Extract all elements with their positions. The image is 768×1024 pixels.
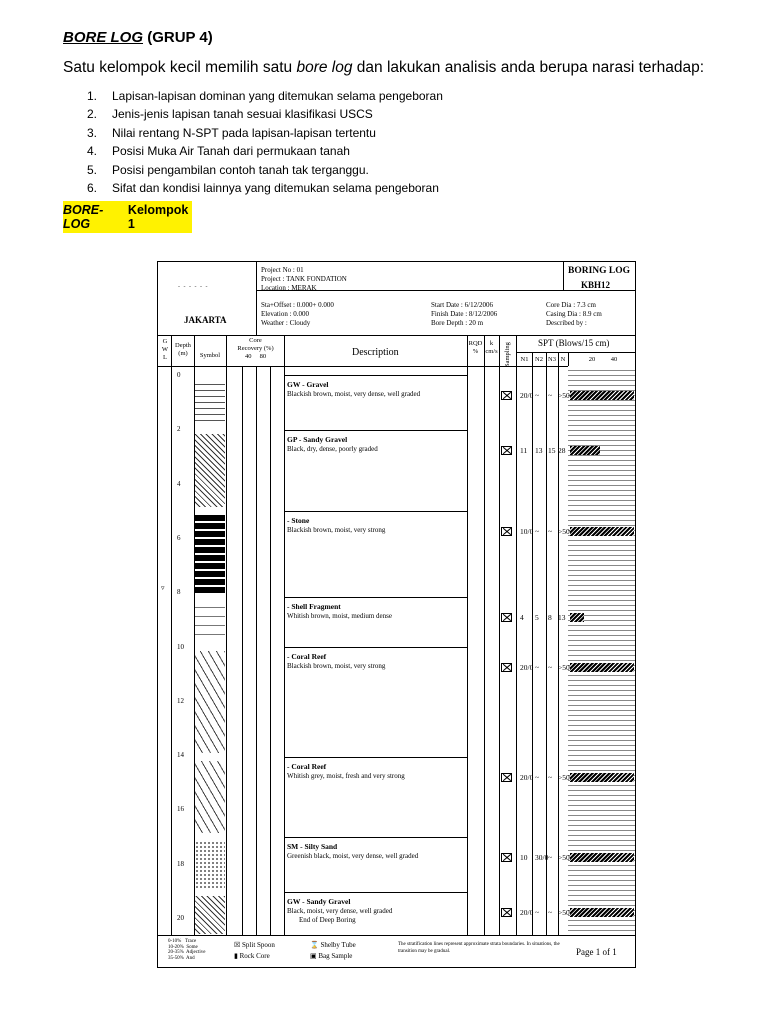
divider: [558, 352, 559, 967]
col-n3: N3: [548, 356, 556, 363]
soil-symbol: [195, 896, 225, 934]
list-number: 2.: [87, 107, 98, 122]
borehole-id: KBH12: [581, 280, 611, 290]
list-number: 5.: [87, 162, 98, 177]
split-spoon-sample-icon: [501, 908, 512, 917]
spt-n3-value: ~: [548, 527, 553, 536]
col-description: Description: [352, 347, 399, 358]
footer-proportion-legend: 0-10% Trace 10-20% Some 20-35% Adjective 35-50% And: [168, 939, 206, 961]
col-depth: Depth (m): [175, 342, 191, 357]
layer-description: Whitish brown, moist, medium dense: [287, 612, 392, 620]
col-symbol: Symbol: [199, 352, 221, 359]
spt-n2-value: ~: [535, 527, 540, 536]
split-spoon-sample-icon: [501, 527, 512, 536]
layer-title: GW - Gravel: [287, 380, 329, 389]
split-spoon-label: Split Spoon: [242, 941, 275, 949]
company-city: JAKARTA: [184, 315, 227, 325]
spt-n1-value: 11: [520, 446, 528, 455]
shelby-tube-icon: ⌛: [310, 941, 319, 949]
depth-tick-label: 18: [177, 859, 184, 868]
log-footer: [158, 935, 635, 967]
col-gwl: G W L: [161, 338, 169, 361]
divider: [467, 335, 468, 967]
spt-n3-value: 8: [548, 613, 552, 622]
split-spoon-sample-icon: [501, 446, 512, 455]
spt-n-value: >50: [558, 663, 570, 672]
list-item: [87, 181, 443, 199]
divider: [516, 352, 635, 353]
tag-italic: BORE-LOG: [63, 203, 104, 231]
spt-n3-value: ~: [548, 908, 553, 917]
divider: [256, 366, 257, 967]
spt-bar: [570, 527, 634, 536]
layer-block: [285, 597, 467, 648]
layer-block: [285, 430, 467, 512]
weather: Weather : Cloudy: [261, 319, 311, 327]
split-spoon-sample-icon: [501, 663, 512, 672]
divider: [546, 352, 547, 967]
boring-log-title: BORING LOG: [568, 266, 631, 276]
col-core-recovery: Core Recovery (%) 40 80: [237, 337, 274, 360]
divider: [516, 335, 517, 967]
divider: [270, 366, 271, 967]
depth-tick-label: 10: [177, 642, 184, 651]
layer-block: [285, 511, 467, 598]
groundwater-marker-icon: ▿: [161, 584, 165, 592]
layer-description: Black, moist, very dense, well graded: [287, 907, 393, 915]
spt-n3-value: ~: [548, 853, 553, 862]
rock-core-icon: ▮: [234, 952, 238, 960]
spt-n-value: >50: [558, 773, 570, 782]
spt-n2-value: 30/0: [535, 853, 549, 862]
depth-tick-label: 6: [177, 533, 181, 542]
footer-sample-legend: [310, 940, 356, 962]
depth-tick-label: 4: [177, 479, 181, 488]
list-item: [87, 107, 443, 125]
divider: [171, 335, 172, 967]
split-spoon-sample-icon: [501, 391, 512, 400]
layer-title: - Coral Reef: [287, 762, 327, 771]
spt-n-value: >50: [558, 853, 570, 862]
divider: [226, 335, 227, 967]
task-list: [87, 89, 443, 199]
layer-block: [285, 892, 467, 939]
list-text: Posisi Muka Air Tanah dari permukaan tanah: [112, 144, 350, 159]
soil-symbol: [195, 515, 225, 593]
list-item: [87, 126, 443, 144]
boring-log-sheet: [157, 261, 636, 968]
depth-tick-label: 16: [177, 805, 184, 814]
spt-n3-value: ~: [548, 663, 553, 672]
bag-sample-icon: ▣: [310, 952, 317, 960]
layer-description: Whitish grey, moist, fresh and very strong: [287, 772, 405, 780]
list-number: 4.: [87, 144, 98, 159]
finish-date: Finish Date : 8/12/2006: [431, 310, 498, 318]
layer-description: Blackish brown, moist, very dense, well graded: [287, 390, 421, 398]
spt-bar: [570, 853, 634, 862]
spt-n1-value: 10: [520, 853, 528, 862]
list-number: 6.: [87, 180, 98, 195]
spt-n2-value: ~: [535, 663, 540, 672]
divider: [158, 335, 635, 336]
footer-sampler-legend: [234, 940, 275, 962]
elevation: Elevation : 0.000: [261, 310, 310, 318]
layer-block: [285, 375, 467, 431]
soil-symbol: [195, 761, 225, 833]
list-text: Jenis-jenis lapisan tanah sesuai klasifikasi USCS: [112, 107, 373, 122]
split-spoon-icon: ☒: [234, 941, 241, 949]
layer-block: [285, 647, 467, 758]
split-spoon-sample-icon: [501, 853, 512, 862]
soil-symbol: [195, 379, 225, 426]
spt-n1-value: 20/0: [520, 908, 534, 917]
spt-n2-value: 13: [535, 446, 543, 455]
spt-n2-value: ~: [535, 773, 540, 782]
depth-tick-label: 12: [177, 696, 184, 705]
col-k: k cm/s: [485, 340, 498, 355]
project-no: Project No : 01: [261, 266, 304, 274]
col-n1: N1: [520, 356, 529, 363]
spt-n3-value: ~: [548, 773, 553, 782]
spt-n1-value: 20/0: [520, 391, 534, 400]
divider: [484, 335, 485, 967]
col-spt-40: 40: [610, 356, 618, 363]
list-text: Nilai rentang N-SPT pada lapisan-lapisan tertentu: [112, 125, 376, 140]
shelby-tube-label: Shelby Tube: [320, 941, 356, 949]
layer-title: GW - Sandy Gravel: [287, 897, 351, 906]
list-item: [87, 89, 443, 107]
list-text: Posisi pengambilan contoh tanah tak terganggu.: [112, 162, 369, 177]
list-item: [87, 163, 443, 181]
soil-symbol: [195, 841, 225, 888]
title-paren-open: (: [147, 29, 153, 46]
depth-tick-label: 20: [177, 914, 184, 922]
footer-note: The stratification lines represent approximate strata boundaries. In situations, the transition may be gradual.: [398, 942, 560, 954]
depth-tick-label: 2: [177, 425, 181, 434]
col-n: N: [560, 356, 566, 363]
title-bore-log: BORE LOG: [63, 29, 144, 46]
spt-n-value: 28: [558, 446, 566, 455]
spt-n1-value: 20/0: [520, 663, 534, 672]
spt-n1-value: 10/0: [520, 527, 534, 536]
layer-title: GP - Sandy Gravel: [287, 435, 348, 444]
title-group: GRUP 4: [152, 29, 208, 46]
start-date: Start Date : 6/12/2006: [431, 301, 494, 309]
intro-sentence: [63, 59, 704, 77]
list-number: 1.: [87, 89, 98, 103]
spt-n3-value: 15: [548, 446, 556, 455]
layer-note: End of Deep Boring: [299, 916, 356, 924]
intro-italic: bore log: [296, 59, 353, 76]
spt-n-value: >50: [558, 391, 570, 400]
spt-n-value: >50: [558, 908, 570, 917]
rock-core-label: Rock Core: [239, 952, 270, 960]
bore-depth: Bore Depth : 20 m: [431, 319, 484, 327]
list-item: [87, 144, 443, 162]
soil-symbol: [195, 651, 225, 753]
list-number: 3.: [87, 125, 98, 140]
list-text: Lapisan-lapisan dominan yang ditemukan selama pengeboran: [112, 89, 443, 103]
layer-description: Black, dry, dense, poorly graded: [287, 445, 378, 453]
col-spt-20: 20: [588, 356, 596, 363]
col-n2: N2: [535, 356, 543, 363]
project-location: Location : MERAK: [261, 284, 317, 292]
layer-description: Blackish brown, moist, very strong: [287, 526, 386, 534]
layer-block: [285, 837, 467, 893]
depth-tick-label: 14: [177, 751, 184, 760]
sta-offset: Sta+Offset : 0.000+ 0.000: [261, 301, 334, 309]
page-title: [63, 29, 213, 46]
layer-title: SM - Silty Sand: [287, 842, 338, 851]
described-by: Described by :: [546, 319, 587, 327]
spt-n-value: >50: [558, 527, 570, 536]
layer-description: Blackish brown, moist, very strong: [287, 662, 386, 670]
spt-n2-value: ~: [535, 391, 540, 400]
split-spoon-sample-icon: [501, 613, 512, 622]
spt-bar: [570, 613, 584, 622]
company-logo-scribble: - - - - - -: [178, 284, 209, 290]
spt-bar: [570, 908, 634, 917]
depth-tick-label: 8: [177, 588, 181, 597]
intro-before: Satu kelompok kecil memilih satu: [63, 59, 297, 76]
split-spoon-sample-icon: [501, 773, 512, 782]
project-name: Project : TANK FONDATION: [261, 275, 347, 283]
spt-n1-value: 4: [520, 613, 524, 622]
spt-n-value: 13: [558, 613, 566, 622]
layer-title: - Coral Reef: [287, 652, 327, 661]
core-dia: Core Dia : 7.3 cm: [546, 301, 596, 309]
intro-after: dan lakukan analisis anda berupa narasi terhadap:: [352, 59, 705, 76]
layer-description: Greenish black, moist, very dense, well graded: [287, 852, 419, 860]
casing-dia: Casing Dia : 8.9 cm: [546, 310, 602, 318]
divider: [563, 262, 564, 290]
soil-symbol: [195, 601, 225, 643]
spt-bar: [570, 391, 634, 400]
divider: [532, 352, 533, 967]
page-number: Page 1 of 1: [576, 947, 617, 957]
list-text: Sifat dan kondisi lainnya yang ditemukan selama pengeboran: [112, 180, 439, 195]
layer-block: [285, 757, 467, 838]
divider: [242, 366, 243, 967]
spt-bar: [570, 773, 634, 782]
spt-n2-value: 5: [535, 613, 539, 622]
depth-tick-label: 0: [177, 371, 181, 379]
spt-n2-value: ~: [535, 908, 540, 917]
divider: [499, 335, 500, 967]
tag-rest: Kelompok 1: [127, 203, 189, 231]
spt-bar: [570, 446, 600, 455]
spt-n1-value: 20/0: [520, 773, 534, 782]
col-rqd: RQD %: [468, 340, 483, 355]
bag-sample-label: Bag Sample: [318, 952, 353, 960]
layer-title: - Shell Fragment: [287, 602, 341, 611]
soil-symbol: [195, 434, 225, 507]
col-spt: SPT (Blows/15 cm): [538, 338, 610, 348]
divider: [158, 366, 635, 367]
company-block: [158, 262, 257, 335]
layer-title: - Stone: [287, 516, 310, 525]
group-label-highlight: [63, 201, 192, 233]
col-sampling: Sampling: [504, 342, 511, 367]
spt-bar: [570, 663, 634, 672]
spt-n3-value: ~: [548, 391, 553, 400]
title-paren-close: ): [207, 29, 213, 46]
